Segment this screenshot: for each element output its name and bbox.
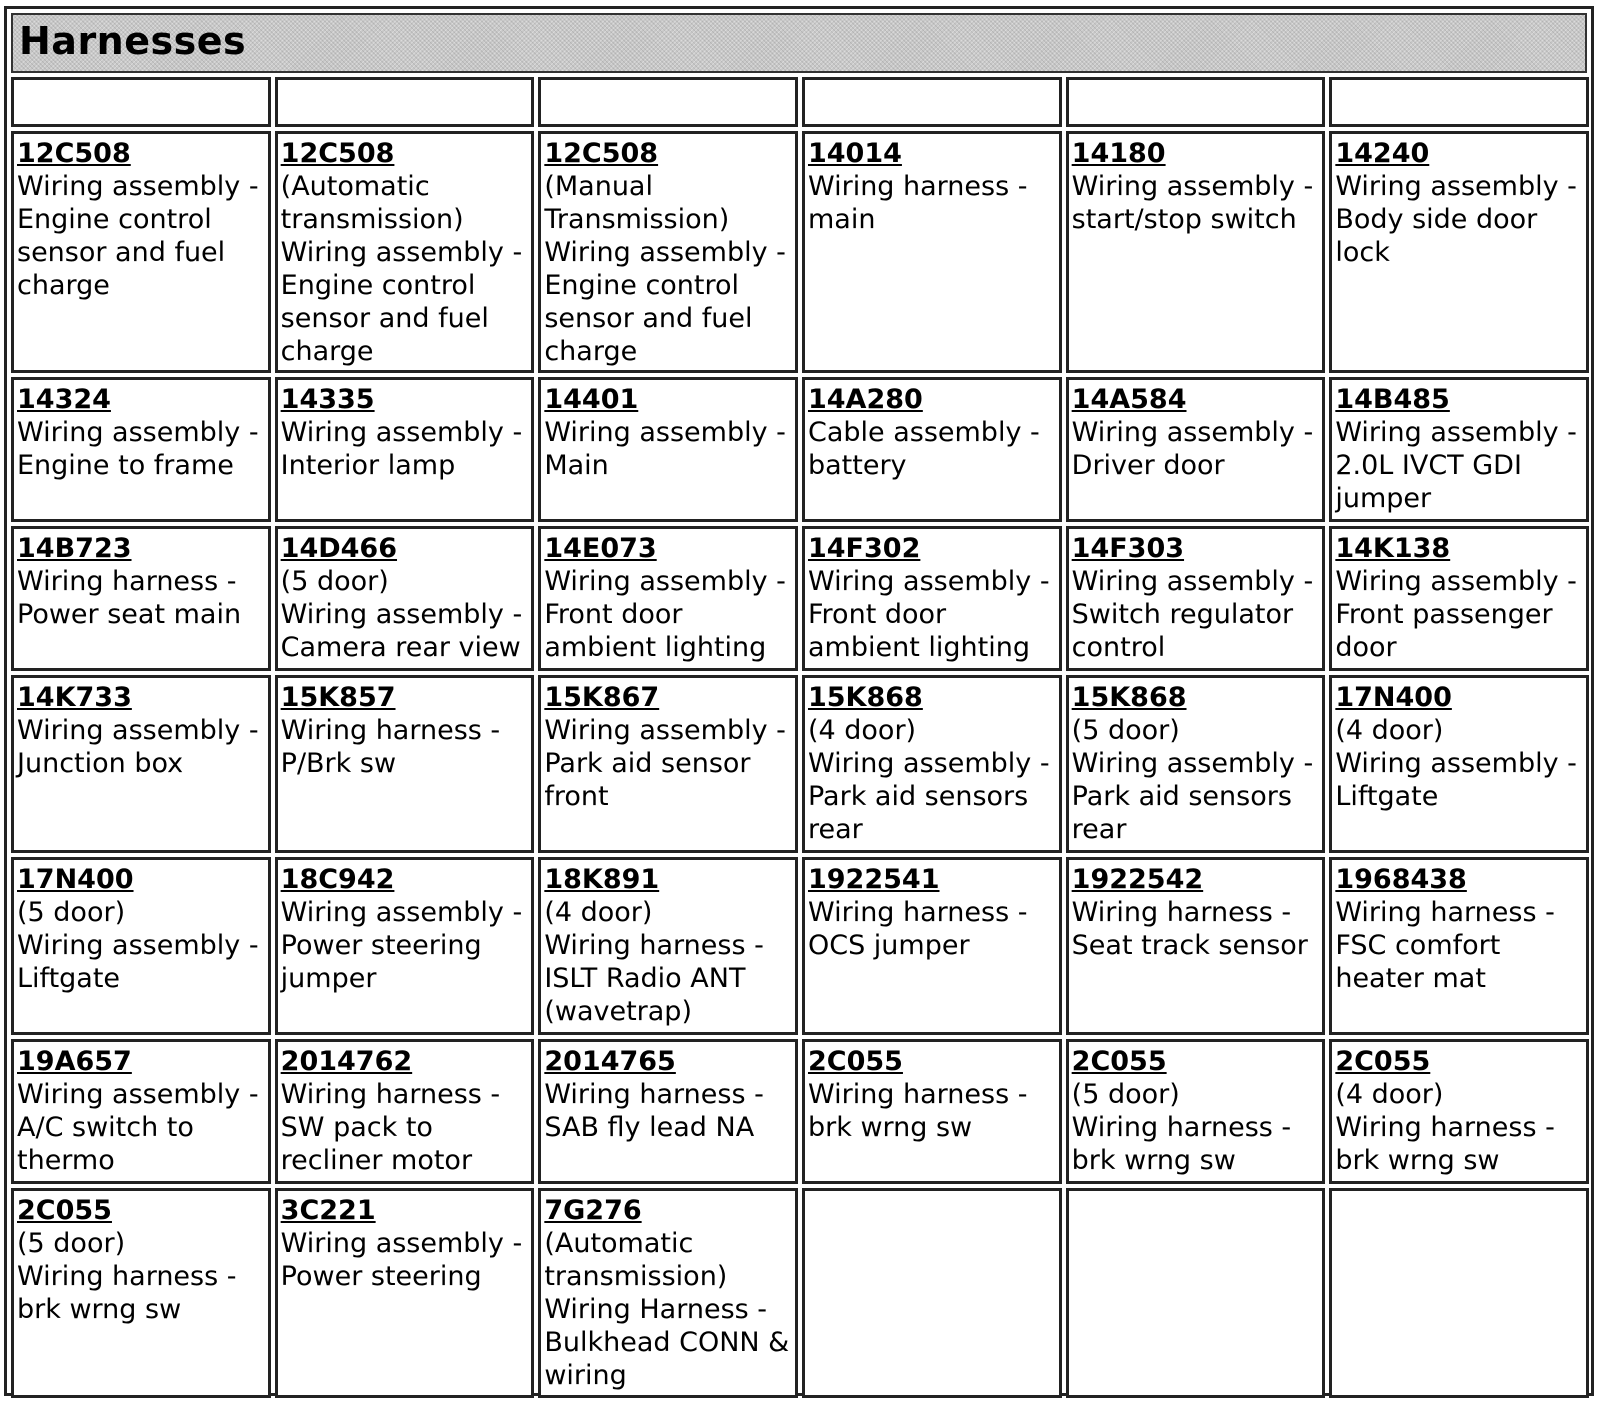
part-description: Wiring harness - P/Brk sw [280,715,501,779]
harness-cell [802,131,1062,373]
part-description: Wiring assembly - Switch regulator control [1071,566,1314,663]
variant-note: (Automatic transmission) [544,1228,728,1292]
part-description: Wiring assembly - Park aid sensors rear [1071,748,1314,845]
part-number-link[interactable]: 15K868 [807,682,923,713]
harness-cell [11,1039,271,1184]
harness-cell [275,1188,535,1398]
harness-cell [275,526,535,671]
variant-note: (Automatic transmission) [280,171,464,235]
part-number-link[interactable]: 19A657 [17,1046,132,1077]
part-description: Wiring assembly - start/stop switch [1071,171,1314,235]
part-number-link[interactable]: 14F303 [1071,533,1185,564]
part-description: Wiring assembly - Engine to frame [17,417,259,481]
part-number-link[interactable]: 17N400 [1335,682,1452,713]
part-description: Wiring assembly - Engine control sensor and fuel charge [280,237,523,367]
harness-cell [802,526,1062,671]
page-title: Harnesses [19,19,247,63]
part-description: Wiring assembly - 2.0L IVCT GDI jumper [1335,417,1577,514]
part-number-link[interactable]: 2C055 [807,1046,903,1077]
part-description: Wiring harness - Power seat main [17,566,242,630]
harness-cell [1329,1039,1589,1184]
harness-cell [1329,857,1589,1035]
part-description: Wiring assembly - Camera rear view [280,599,523,663]
variant-note: (Manual Transmission) [544,171,730,235]
part-description: Wiring assembly - Park aid sensors rear [807,748,1050,845]
part-number-link[interactable]: 2014765 [544,1046,676,1077]
harness-cell [802,675,1062,853]
harness-cell [1066,377,1326,522]
harness-cell [11,1188,271,1398]
part-description: Wiring harness - brk wrng sw [1335,1112,1555,1176]
harness-cell [538,675,798,853]
part-description: Wiring harness - brk wrng sw [1071,1112,1292,1176]
part-description: Wiring harness - OCS jumper [807,897,1028,961]
harness-table [11,77,1589,1398]
part-number-link[interactable]: 14B485 [1335,384,1450,415]
part-number-link[interactable]: 14K138 [1335,533,1451,564]
variant-note: (5 door) [17,897,126,928]
empty-cell [1066,1188,1326,1398]
part-number-link[interactable]: 14401 [544,384,639,415]
part-number-link[interactable]: 14D466 [280,533,398,564]
part-number-link[interactable]: 18K891 [544,864,660,895]
part-description: Wiring assembly - A/C switch to thermo [17,1079,259,1176]
harness-cell [1066,131,1326,373]
part-number-link[interactable]: 15K867 [544,682,660,713]
harness-cell [11,377,271,522]
empty-cell [802,1188,1062,1398]
part-description: Wiring harness - main [807,171,1028,235]
part-description: Wiring assembly - Power steering [280,1228,523,1292]
variant-note: (4 door) [544,897,653,928]
variant-note: (4 door) [1335,715,1444,746]
harness-cell [1329,526,1589,671]
harness-cell [275,857,535,1035]
part-description: Wiring assembly - Interior lamp [280,417,523,481]
harnesses-panel [4,6,1594,1396]
harness-cell [1329,131,1589,373]
harness-cell [11,526,271,671]
empty-cell [1329,1188,1589,1398]
part-description: Wiring assembly - Front door ambient lighting [807,566,1050,663]
part-number-link[interactable]: 2C055 [1071,1046,1167,1077]
harness-cell [1066,526,1326,671]
header-cell [1066,77,1326,127]
part-number-link[interactable]: 14180 [1071,138,1166,169]
harness-cell [538,1039,798,1184]
part-number-link[interactable]: 14E073 [544,533,657,564]
part-description: Wiring assembly - Front door ambient lighting [544,566,786,663]
part-description: Wiring harness - SAB fly lead NA [544,1079,764,1143]
part-description: Wiring Harness - Bulkhead CONN & wiring [544,1294,790,1391]
harness-cell [802,377,1062,522]
harness-cell [802,1039,1062,1184]
part-number-link[interactable]: 3C221 [280,1195,376,1226]
harness-cell [1329,377,1589,522]
part-number-link[interactable]: 12C508 [280,138,395,169]
part-description: Wiring harness - brk wrng sw [807,1079,1028,1143]
part-number-link[interactable]: 2014762 [280,1046,413,1077]
part-number-link[interactable]: 14K733 [17,682,132,713]
part-number-link[interactable]: 2C055 [17,1195,112,1226]
part-number-link[interactable]: 14F302 [807,533,921,564]
harness-cell [275,131,535,373]
part-number-link[interactable]: 18C942 [280,864,395,895]
harness-cell [538,526,798,671]
header-cell [11,77,271,127]
part-number-link[interactable]: 14A280 [807,384,923,415]
part-number-link[interactable]: 14324 [17,384,111,415]
harness-cell [275,1039,535,1184]
part-number-link[interactable]: 1922542 [1071,864,1204,895]
part-description: Wiring assembly - Main [544,417,786,481]
header-cell [275,77,535,127]
part-number-link[interactable]: 14240 [1335,138,1430,169]
harness-cell [1066,857,1326,1035]
part-number-link[interactable]: 12C508 [17,138,131,169]
part-description: Wiring harness - brk wrng sw [17,1261,237,1325]
variant-note: (5 door) [280,566,389,597]
variant-note: (5 door) [17,1228,126,1259]
header-cell [1329,77,1589,127]
part-description: Wiring assembly - Liftgate [17,930,259,994]
part-description: Wiring harness - SW pack to recliner motor [280,1079,501,1176]
harness-cell [538,1188,798,1398]
part-number-link[interactable]: 2C055 [1335,1046,1431,1077]
part-number-link[interactable]: 14335 [280,384,375,415]
harness-cell [538,857,798,1035]
part-number-link[interactable]: 1922541 [807,864,940,895]
harness-cell [11,131,271,373]
part-number-link[interactable]: 14014 [807,138,902,169]
part-description: Wiring harness - Seat track sensor [1071,897,1308,961]
part-number-link[interactable]: 7G276 [544,1195,642,1226]
part-number-link[interactable]: 15K868 [1071,682,1187,713]
part-description: Wiring assembly - Park aid sensor front [544,715,786,812]
part-number-link[interactable]: 14B723 [17,533,132,564]
harness-cell [1066,675,1326,853]
harness-cell [1066,1039,1326,1184]
title-bar [11,13,1587,73]
part-description: Wiring assembly - Front passenger door [1335,566,1577,663]
part-number-link[interactable]: 15K857 [280,682,396,713]
part-number-link[interactable]: 12C508 [544,138,659,169]
part-number-link[interactable]: 14A584 [1071,384,1187,415]
part-description: Wiring assembly - Liftgate [1335,748,1577,812]
variant-note: (4 door) [807,715,917,746]
part-number-link[interactable]: 17N400 [17,864,134,895]
harness-cell [538,131,798,373]
part-description: Wiring harness - ISLT Radio ANT (wavetrap) [544,930,764,1027]
part-description: Wiring assembly - Power steering jumper [280,897,523,994]
variant-note: (5 door) [1071,715,1180,746]
part-description: Cable assembly - battery [807,417,1040,481]
header-cell [538,77,798,127]
part-description: Wiring assembly - Body side door lock [1335,171,1577,268]
harness-cell [538,377,798,522]
harness-cell [11,857,271,1035]
part-description: Wiring assembly - Driver door [1071,417,1314,481]
header-cell [802,77,1062,127]
variant-note: (5 door) [1071,1079,1180,1110]
part-description: Wiring assembly - Engine control sensor and fuel charge [17,171,259,301]
harness-cell [11,675,271,853]
part-description: Wiring assembly - Engine control sensor and fuel charge [544,237,786,367]
part-description: Wiring assembly - Junction box [17,715,259,779]
harness-cell [1329,675,1589,853]
harness-cell [802,857,1062,1035]
harness-cell [275,377,535,522]
harness-cell [275,675,535,853]
part-number-link[interactable]: 1968438 [1335,864,1467,895]
part-description: Wiring harness - FSC comfort heater mat [1335,897,1555,994]
variant-note: (4 door) [1335,1079,1444,1110]
